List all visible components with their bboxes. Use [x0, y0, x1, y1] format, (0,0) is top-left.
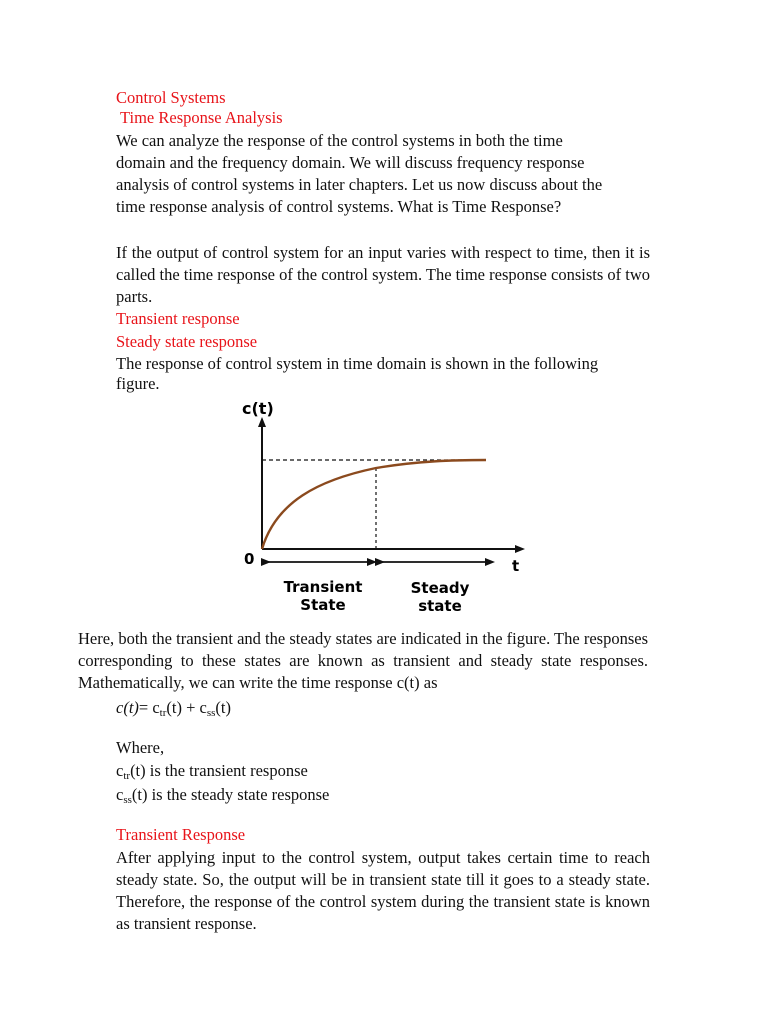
intro-line-4: time response analysis of control systems. What is Time Response? [116, 197, 562, 216]
transient-response-heading: Transient response [116, 309, 240, 328]
equation-sub-tr: tr [159, 707, 167, 719]
steady-label-line-2: state [418, 597, 462, 615]
css-definition [116, 784, 329, 806]
equation-sub-ss: ss [206, 707, 216, 719]
steady-label-line-1: Steady [410, 579, 470, 597]
ctr-definition [116, 760, 308, 782]
time-response-equation [116, 697, 231, 719]
ctr-symbol: c [116, 761, 124, 780]
equation-eq: = c [138, 698, 160, 717]
origin-label: 0 [244, 550, 255, 568]
time-response-graph [228, 392, 538, 622]
y-axis-label: c(t) [242, 399, 274, 418]
transient-label-line-1: Transient [283, 578, 363, 596]
css-text: (t) is the steady state response [131, 785, 330, 804]
css-symbol: c [116, 785, 124, 804]
ctr-text: (t) is the transient response [130, 761, 308, 780]
where-label: Where, [116, 738, 165, 757]
here-paragraph: Here, both the transient and the steady states are indicated in the figure. The responses corresponding to these states are known as transient and steady state responses. Mathematically, we can write the time response c(t) as [78, 629, 648, 692]
figure-intro-line-2: figure. [116, 374, 160, 393]
intro-line-1: We can analyze the response of the control systems in both the time [116, 131, 563, 150]
steady-state-heading: Steady state response [116, 332, 258, 351]
definition-paragraph: If the output of control system for an input varies with respect to time, then it is called the time response of the control system. The time response consists of two parts. [116, 243, 650, 306]
intro-line-3: analysis of control systems in later chapters. Let us now discuss about the [116, 175, 603, 194]
topic-heading: Time Response Analysis [120, 108, 283, 127]
time-response-figure [228, 392, 538, 622]
equation-end: (t) [215, 698, 231, 717]
intro-line-2: domain and the frequency domain. We will discuss frequency response [116, 153, 585, 172]
x-axis-label: t [512, 557, 520, 575]
equation-mid: (t) + c [166, 698, 207, 717]
css-subscript: ss [123, 794, 132, 806]
equation-lhs: c(t) [116, 698, 139, 717]
figure-intro-line-1: The response of control system in time domain is shown in the following [116, 354, 599, 373]
course-heading: Control Systems [116, 88, 226, 107]
ctr-subscript: tr [123, 770, 131, 782]
transient-label-line-2: State [300, 596, 346, 614]
response-curve [262, 460, 486, 549]
transient-section-heading: Transient Response [116, 825, 246, 844]
transient-body-paragraph: After applying input to the control system, output takes certain time to reach steady state. So, the output will be in transient state till it goes to a steady state. Therefore, the response of the control system during the transient state is known as transient response. [116, 848, 650, 933]
